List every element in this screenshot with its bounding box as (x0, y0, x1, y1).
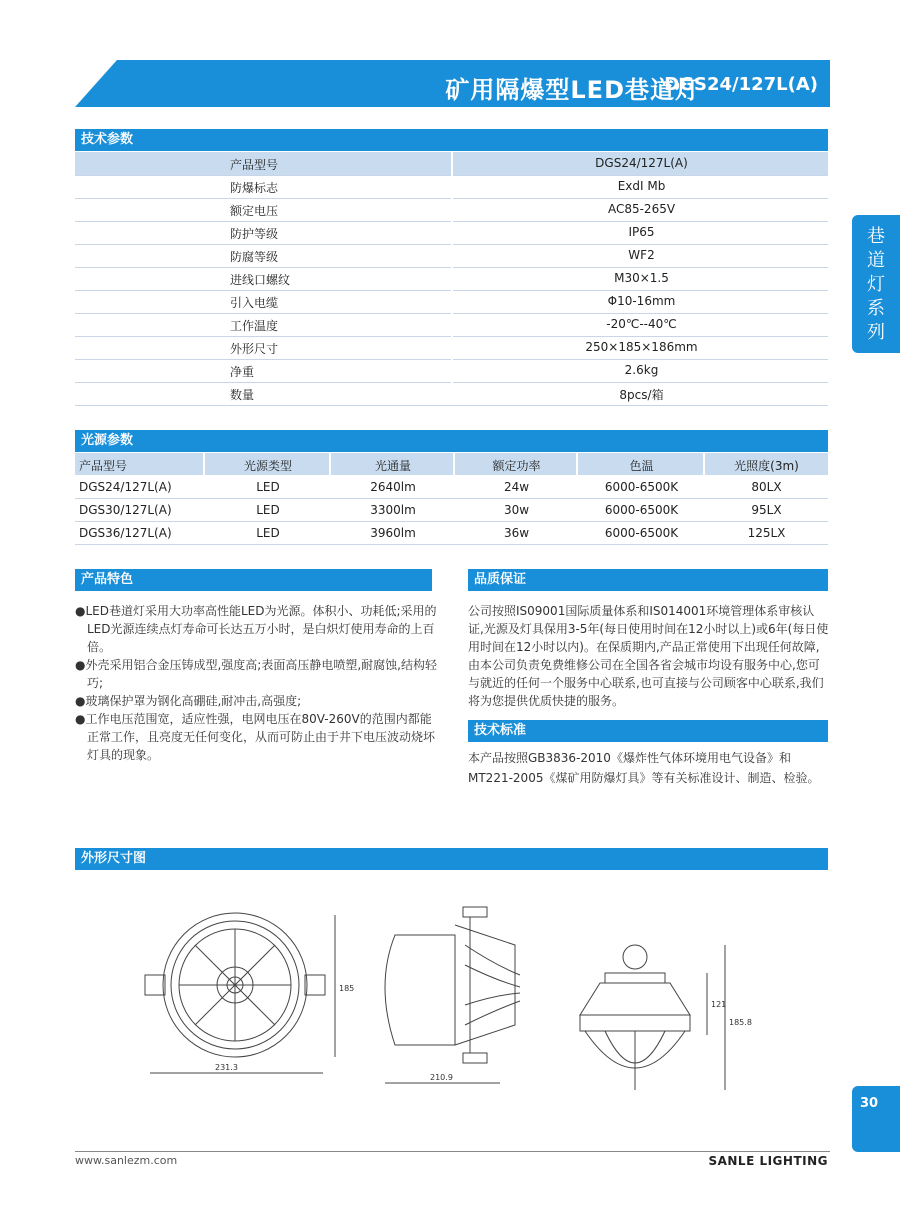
light-table-header-row (75, 453, 828, 475)
spec-key: 防腐等级 (230, 250, 279, 264)
light-table-column-separator (703, 453, 705, 475)
feature-item: ●工作电压范围宽，适应性强，电网电压在80V-260V的范围内都能正常工作，且亮度无任何变化，从而可防止由于井下电压波动烧坏灯具的现象。 (75, 712, 436, 762)
light-table-header-cell: 光源类型 (243, 459, 292, 473)
light-table-row (75, 476, 828, 499)
light-table-cell: 3300lm (370, 503, 416, 517)
spec-value: IP65 (628, 225, 655, 239)
light-table-cell: 36w (503, 526, 530, 540)
light-table-cell: 3960lm (370, 526, 416, 540)
light-table-header-cell: 光照度(3m) (734, 459, 799, 473)
light-table-column-separator (453, 453, 455, 475)
spec-separator (451, 267, 453, 290)
spec-separator (451, 382, 453, 405)
spec-value: ExdI Mb (617, 179, 666, 193)
standards-header: 技术标准 (468, 720, 828, 742)
light-table-cell: DGS36/127L(A) (79, 526, 172, 540)
light-table-cell: 6000-6500K (604, 480, 679, 494)
light-table-cell: DGS24/127L(A) (79, 480, 172, 494)
spec-separator (451, 152, 453, 175)
spec-row (75, 221, 828, 245)
spec-value: DGS24/127L(A) (595, 156, 688, 170)
spec-key: 外形尺寸 (230, 342, 279, 356)
front-view-drawing (145, 913, 335, 1073)
tech-params-header: 技术参数 (75, 129, 828, 151)
spec-value: Φ10-16mm (607, 294, 676, 308)
dimension-drawings (75, 895, 830, 1115)
light-table-cell: DGS30/127L(A) (79, 503, 172, 517)
light-table-cell: 6000-6500K (604, 526, 679, 540)
light-table-cell: 125LX (747, 526, 786, 540)
dim-label-width: 231.3 (215, 1063, 238, 1072)
series-side-tab-label: 巷道灯系列 (867, 226, 885, 343)
light-table-row (75, 499, 828, 522)
spec-value: 8pcs/箱 (619, 388, 664, 402)
light-table-cell: LED (256, 480, 280, 494)
spec-key: 进线口螺纹 (230, 273, 291, 287)
spec-row (75, 359, 828, 383)
page-title: 矿用隔爆型LED巷道灯 (445, 76, 700, 104)
spec-separator (451, 175, 453, 198)
page-number: 30 (860, 1096, 879, 1111)
spec-separator (451, 221, 453, 244)
light-table-cell: 80LX (751, 480, 782, 494)
light-table-cell: LED (256, 526, 280, 540)
light-table-cell: 6000-6500K (604, 503, 679, 517)
spec-value: -20℃--40℃ (606, 317, 677, 331)
dim-label-depth: 210.9 (430, 1073, 453, 1082)
spec-row (75, 244, 828, 268)
features-header: 产品特色 (75, 569, 432, 591)
light-table-cell: 2640lm (370, 480, 416, 494)
feature-item: ●玻璃保护罩为钢化高硼硅,耐冲击,高强度; (75, 694, 302, 708)
light-table-header-cell: 额定功率 (492, 459, 541, 473)
footer-url[interactable]: www.sanlezm.com (75, 1154, 178, 1167)
spec-key: 工作温度 (230, 319, 279, 333)
warranty-text: 公司按照IS09001国际质量体系和IS014001环境管理体系审核认证,光源及灯具保用3-5年(每日使用时间在12小时以上)或6年(每日使用时间在12小时以内)。在保质期内,产品正常使用下出现任何故障,由本公司负责免费维修公司在全国各省会城市均设有服务中心,您可与就近的任何一个服务中心联系,也可直接与公司顾客中心联系,我们将为您提供优质快捷的服务。 (468, 604, 829, 708)
spec-value: 2.6kg (624, 363, 659, 377)
series-side-tab (852, 215, 900, 353)
light-table-column-separator (329, 453, 331, 475)
dim-label-body-height: 121 (711, 1000, 727, 1009)
spec-separator (451, 359, 453, 382)
profile-view-drawing (580, 945, 725, 1090)
spec-row (75, 290, 828, 314)
spec-key: 净重 (230, 365, 255, 379)
spec-row (75, 175, 828, 199)
page-number-tab (852, 1086, 900, 1152)
spec-separator (451, 313, 453, 336)
light-table-row (75, 522, 828, 545)
spec-key: 产品型号 (230, 158, 279, 172)
spec-row (75, 152, 828, 176)
spec-key: 引入电缆 (230, 296, 279, 310)
features-list (75, 602, 437, 764)
spec-separator (451, 244, 453, 267)
feature-item: ●LED巷道灯采用大功率高性能LED为光源。体积小、功耗低;采用的LED光源连续点灯寿命可长达五万小时，是白炽灯使用寿命的上百倍。 (75, 604, 437, 654)
spec-key: 防护等级 (230, 227, 279, 241)
spec-separator (451, 198, 453, 221)
spec-row (75, 382, 828, 406)
spec-value: 250×185×186mm (585, 340, 698, 354)
model-number: DGS24/127L(A) (664, 74, 818, 95)
spec-row (75, 198, 828, 222)
spec-row (75, 336, 828, 360)
spec-key: 数量 (230, 388, 255, 402)
light-table-cell: 95LX (751, 503, 782, 517)
footer-divider (75, 1151, 830, 1152)
footer-brand: SANLE LIGHTING (708, 1154, 828, 1168)
dim-label-total-height: 185.8 (729, 1018, 752, 1027)
spec-row (75, 267, 828, 291)
warranty-header: 品质保证 (468, 569, 828, 591)
light-table-header-cell: 色温 (629, 459, 654, 473)
spec-row (75, 313, 828, 337)
spec-value: AC85-265V (607, 202, 676, 216)
light-table-cell: 30w (503, 503, 530, 517)
spec-separator (451, 336, 453, 359)
light-params-header: 光源参数 (75, 430, 828, 452)
light-table-cell: 24w (503, 480, 530, 494)
light-table-column-separator (576, 453, 578, 475)
light-table-cell: LED (256, 503, 280, 517)
dimensions-header: 外形尺寸图 (75, 848, 828, 870)
feature-item: ●外壳采用铝合金压铸成型,强度高;表面高压静电喷塑,耐腐蚀,结构轻巧; (75, 658, 437, 690)
spec-value: M30×1.5 (614, 271, 669, 285)
spec-key: 防爆标志 (230, 181, 279, 195)
side-view-drawing (385, 907, 520, 1083)
spec-value: WF2 (628, 248, 655, 262)
standards-text: 本产品按照GB3836-2010《爆炸性气体环境用电气设备》和MT221-2005《煤矿用防爆灯具》等有关标准设计、制造、检验。 (468, 751, 820, 785)
spec-key: 额定电压 (230, 204, 279, 218)
spec-separator (451, 290, 453, 313)
light-table-column-separator (203, 453, 205, 475)
dim-label-height: 185 (339, 984, 355, 993)
light-table-header-cell: 光通量 (374, 459, 411, 473)
light-table-header-cell: 产品型号 (79, 459, 128, 473)
